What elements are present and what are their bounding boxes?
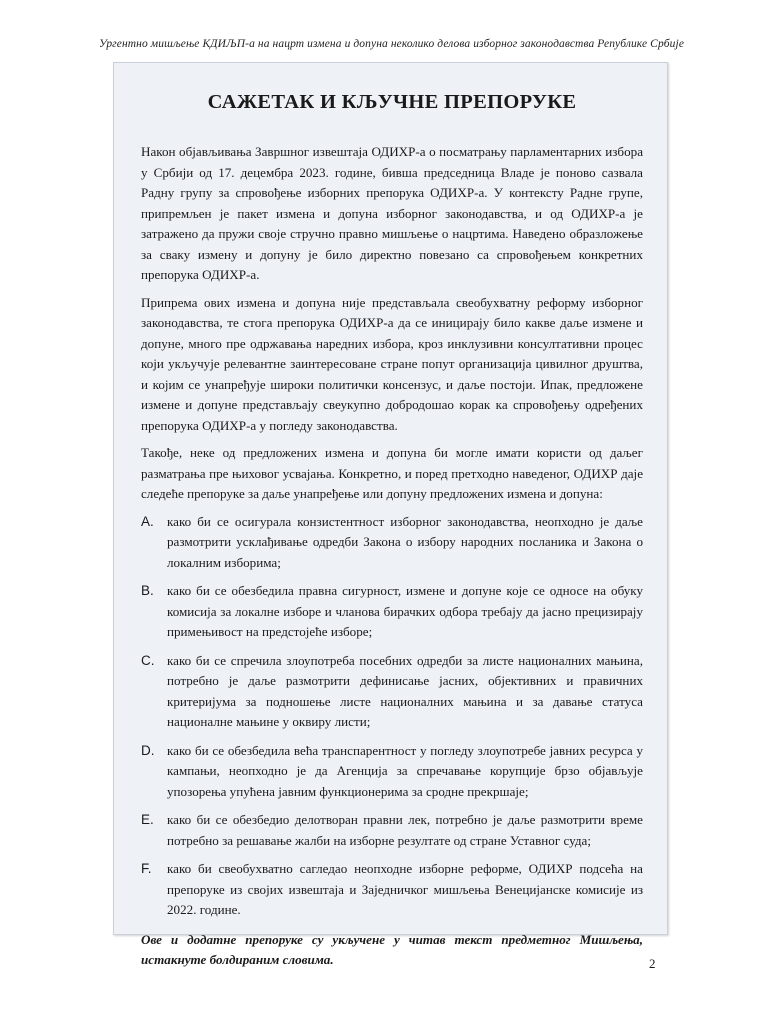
recommendation-item [141,859,643,921]
recommendation-letter: B. [141,583,154,598]
recommendation-letter: A. [141,513,154,529]
paragraph-recommendations-lead: Такође, неке од предложених измена и допуна би могле имати користи од даљег разматрања пре њиховог усвајања. Конкретно, и поред претходно наведеног, ОДИХР даје следеће препоруке за даље унапређење или допуну предложених измена и допуна: [141,445,643,501]
recommendation-text: како би се осигурала конзистентност изборног законодавства, неопходно је даље размотрити усклађивање одредби Закона о избору народних посланика и Закона о локалним изборима; [167,513,643,570]
recommendation-item [141,810,643,851]
running-header: Ургентно мишљење КДИЉП-а на нацрт измена и допуна неколико делова изборног законодавства Републике Србије [98,38,685,50]
summary-box [113,62,668,967]
recommendation-item [141,512,643,574]
recommendations-list [141,512,643,921]
summary-title: САЖЕТАК И КЉУЧНЕ ПРЕПОРУКЕ [207,91,577,113]
recommendation-text: како би се обезбедила правна сигурност, измене и допуне које се односе на обуку комисија за локалне изборе и чланова бирачких одбора требају да јасно прецизирају примењивост на предстојеће изборе; [167,583,643,639]
paragraph-scope: Припрема ових измена и допуна није представљала свеобухватну реформу изборног законодавства, те стога препорука ОДИХР-а да се иницирају било какве даље измене и допуне, много пре одржавања наредних избора, кроз инклузивни консултативни процес који укључује релевантне заинтересоване стране попут организација цивилног друштва, и којим се унапређује широки политички консензус, и даље постоји. Ипак, предложене измене и допуне представљају свеукупно добродошао корак ка спровођењу одређених препорука ОДИХР-а у погледу законодавства. [141,294,643,433]
recommendation-letter: E. [141,812,154,827]
recommendation-text: како би се спречила злоупотреба посебних одредби за листе националних мањина, потребно је даље размотрити дефинисање јасних, објективних и правичних критеријума за подношење листе националних мањина и за давање статуса националне мањине у оквиру листи; [167,652,643,729]
recommendation-letter: C. [141,652,155,668]
page-number: 2 [649,956,656,971]
recommendation-text: како би се обезбедила већа транспарентност у погледу злоупотребе јавних ресурса у кампањи, неопходно је да Агенција за спречавање корупције брзо објављује упозорења упућена јавним функционерима за сродне прекршаје; [167,742,643,799]
recommendation-letter: F. [141,861,152,876]
recommendation-text: како би се обезбедио делотворан правни лек, потребно је даље размотрити време потребно за решавање жалби на изборне резултате од стране Уставног суда; [167,812,643,848]
closing-note: Ове и додатне препоруке су укључене у читав текст предметног Мишљења, истакнуте болдираним словима. [141,931,643,967]
paragraph-intro: Након објављивања Завршног извештаја ОДИХР-а о посматрању парламентарних избора у Србији од 17. децембра 2023. године, бивша председница Владе је поново сазвала Радну групу за спровођење изборних препорука ОДИХР-а. У контексту Радне групе, припремљен је пакет измена и допуна изборног законодавства, и од ОДИХР-а је затражено да пружи своје стручно правно мишљење о нацртима. Наведено образложење за сваку измену и допуну је било директно повезано са спровођењем конкретних препорука ОДИХР-а. [141,144,643,282]
recommendation-item [141,741,643,803]
recommendation-text: како би свеобухватно сагледао неопходне изборне реформе, ОДИХР подсећа на препоруке из својих извештаја и Заједничког мишљења Венецијанске комисије из 2022. године. [167,861,643,917]
recommendation-letter: D. [141,742,155,758]
recommendation-item [141,581,643,643]
recommendation-item [141,651,643,733]
